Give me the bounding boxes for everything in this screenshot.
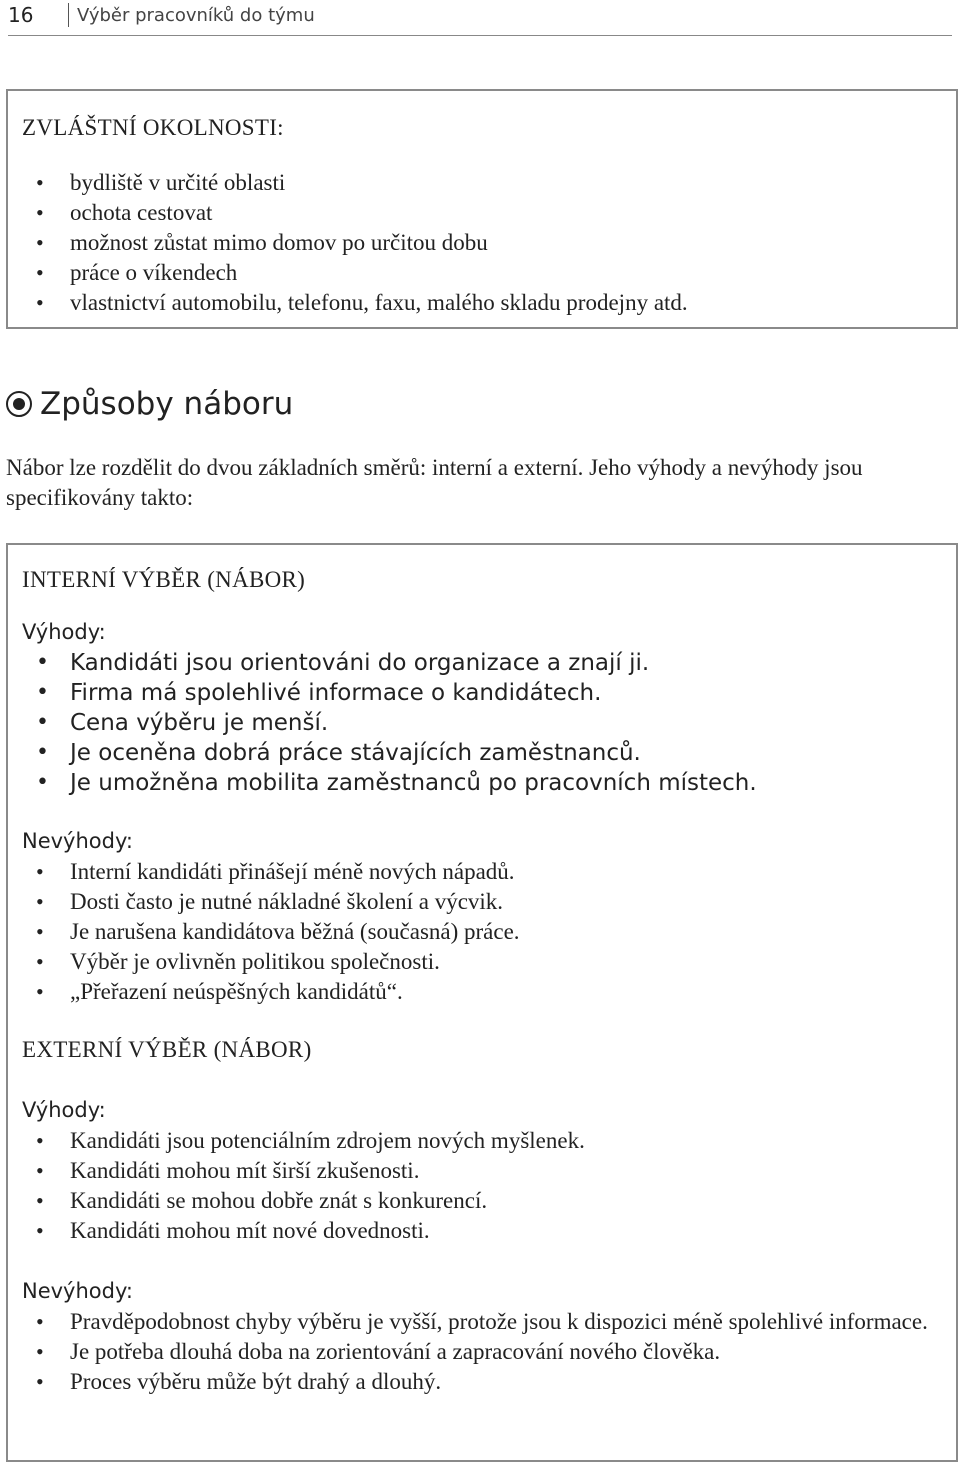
list-item: • Je narušena kandidátova běžná (současná) práce. — [22, 917, 952, 947]
list-item: • Kandidáti jsou orientováni do organizace a znají ji. — [36, 650, 650, 676]
external-advantages-list — [22, 1126, 952, 1246]
bullet-icon: • — [36, 170, 44, 195]
bullet-icon: • — [36, 889, 44, 914]
list-item: • práce o víkendech — [22, 258, 688, 288]
list-item: • Je umožněna mobilita zaměstnanců po pracovních místech. — [36, 770, 757, 796]
bullet-icon: • — [36, 740, 49, 765]
bullet-icon: • — [36, 1369, 44, 1394]
header-rule — [8, 35, 952, 36]
list-item: • Je oceněna dobrá práce stávajících zaměstnanců. — [36, 740, 641, 766]
list-item: • Je potřeba dlouhá doba na zorientování a zapracování nového člověka. — [22, 1337, 952, 1367]
list-item: • bydliště v určité oblasti — [22, 168, 688, 198]
bullet-icon: • — [36, 260, 44, 285]
list-item: • Výběr je ovlivněn politikou společnosti. — [22, 947, 952, 977]
bullet-icon: • — [36, 650, 49, 675]
list-item: • Proces výběru může být drahý a dlouhý. — [22, 1367, 952, 1397]
list-item: • Kandidáti jsou potenciálním zdrojem nových myšlenek. — [22, 1126, 952, 1156]
list-item: • ochota cestovat — [22, 198, 688, 228]
internal-disadvantages-list — [22, 857, 952, 1007]
internal-heading: INTERNÍ VÝBĚR (NÁBOR) — [22, 567, 306, 592]
bullet-icon: • — [36, 1339, 44, 1364]
page-number: 16 — [8, 3, 34, 27]
bullet-icon: • — [36, 949, 44, 974]
bullet-icon: • — [36, 230, 44, 255]
running-title: Výběr pracovníků do týmu — [77, 4, 315, 26]
list-item: • Pravděpodobnost chyby výběru je vyšší, protože jsou k dispozici méně spolehlivé informace. — [22, 1307, 952, 1337]
recruitment-box — [6, 543, 958, 1462]
external-heading: EXTERNÍ VÝBĚR (NÁBOR) — [22, 1037, 312, 1062]
list-item: • Cena výběru je menší. — [36, 710, 329, 736]
header-separator — [68, 3, 69, 27]
list-item: • Kandidáti mohou mít širší zkušenosti. — [22, 1156, 952, 1186]
list-item: • Interní kandidáti přinášejí méně nových nápadů. — [22, 857, 952, 887]
target-bullet-icon — [6, 391, 32, 417]
list-item: • Kandidáti mohou mít nové dovednosti. — [22, 1216, 952, 1246]
bullet-icon: • — [36, 680, 49, 705]
bullet-icon: • — [36, 919, 44, 944]
intro-paragraph: Nábor lze rozdělit do dvou základních směrů: interní a externí. Jeho výhody a nevýhody jsou specifikovány takto: — [6, 455, 863, 510]
bullet-icon: • — [36, 770, 49, 795]
special-circumstances-box — [6, 89, 958, 329]
internal-disadvantages-label: Nevýhody: — [22, 829, 133, 853]
bullet-icon: • — [36, 1128, 44, 1153]
list-item: • Dosti často je nutné nákladné školení a výcvik. — [22, 887, 952, 917]
bullet-icon: • — [36, 1309, 44, 1334]
section-title: Způsoby náboru — [40, 386, 294, 422]
list-item: • Firma má spolehlivé informace o kandidátech. — [36, 680, 602, 706]
special-circumstances-list — [22, 168, 688, 318]
page-header — [8, 0, 952, 30]
internal-advantages-label: Výhody: — [22, 620, 106, 644]
bullet-icon: • — [36, 859, 44, 884]
internal-advantages-list — [22, 648, 952, 798]
external-disadvantages-label: Nevýhody: — [22, 1279, 133, 1303]
bullet-icon: • — [36, 290, 44, 315]
bullet-icon: • — [36, 1158, 44, 1183]
section-heading — [6, 386, 293, 422]
special-circumstances-heading: ZVLÁŠTNÍ OKOLNOSTI: — [22, 115, 284, 140]
bullet-icon: • — [36, 979, 44, 1004]
list-item: • možnost zůstat mimo domov po určitou dobu — [22, 228, 688, 258]
list-item: • vlastnictví automobilu, telefonu, faxu, malého skladu prodejny atd. — [22, 288, 688, 318]
bullet-icon: • — [36, 1218, 44, 1243]
list-item: • „Přeřazení neúspěšných kandidátů“. — [22, 977, 952, 1007]
external-advantages-label: Výhody: — [22, 1098, 106, 1122]
bullet-icon: • — [36, 1188, 44, 1213]
external-disadvantages-list — [22, 1307, 952, 1397]
bullet-icon: • — [36, 710, 49, 735]
bullet-icon: • — [36, 200, 44, 225]
list-item: • Kandidáti se mohou dobře znát s konkurencí. — [22, 1186, 952, 1216]
